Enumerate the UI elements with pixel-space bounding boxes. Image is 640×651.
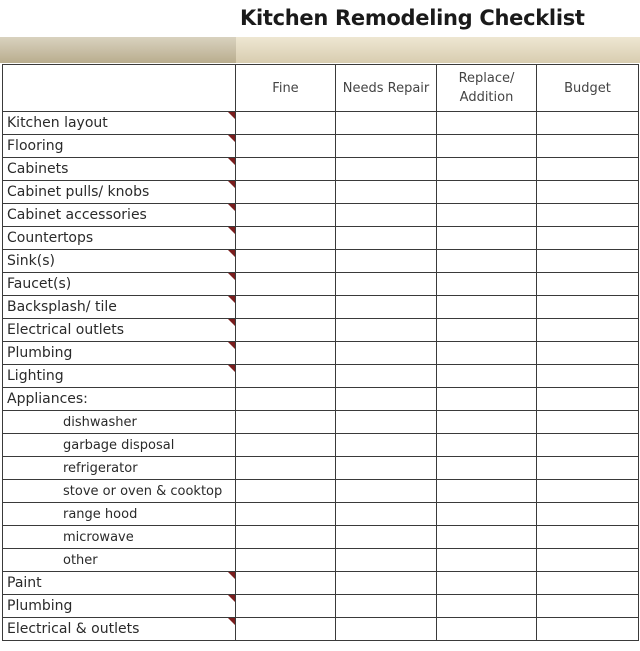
checklist-row [3,434,639,457]
item-text: Backsplash/ tile [7,299,117,315]
cell-needs-repair[interactable] [336,388,437,411]
cell-fine[interactable] [236,526,336,549]
item-text: Appliances: [7,391,88,407]
checklist-item-label [3,480,236,503]
cell-budget[interactable] [537,158,639,181]
cell-replace-addition[interactable] [437,595,537,618]
checklist-item-label [3,411,236,434]
cell-fine[interactable] [236,250,336,273]
cell-replace-addition[interactable] [437,388,537,411]
cell-replace-addition[interactable] [437,204,537,227]
item-text: garbage disposal [63,437,175,453]
item-text: Electrical outlets [7,322,125,338]
cell-fine[interactable] [236,135,336,158]
item-text: Paint [7,575,42,591]
cell-replace-addition[interactable] [437,457,537,480]
item-text: Plumbing [7,345,73,361]
checklist-item-label [3,296,236,319]
cell-needs-repair[interactable] [336,526,437,549]
checklist-table [2,64,639,641]
cell-needs-repair[interactable] [336,480,437,503]
cell-needs-repair[interactable] [336,135,437,158]
cell-budget[interactable] [537,112,639,135]
checklist-row [3,250,639,273]
checklist-row [3,204,639,227]
cell-fine[interactable] [236,342,336,365]
checklist-row [3,273,639,296]
cell-fine[interactable] [236,595,336,618]
checklist-item-label [3,319,236,342]
checklist-item-label [3,135,236,158]
cell-replace-addition[interactable] [437,250,537,273]
column-header-budget: Budget [537,65,639,112]
cell-budget[interactable] [537,480,639,503]
cell-needs-repair[interactable] [336,365,437,388]
item-text: Lighting [7,368,64,384]
checklist-item-label [3,273,236,296]
cell-budget[interactable] [537,411,639,434]
cell-needs-repair[interactable] [336,572,437,595]
comment-indicator-icon[interactable] [228,204,235,211]
cell-budget[interactable] [537,204,639,227]
checklist-row [3,572,639,595]
cell-fine[interactable] [236,388,336,411]
item-text: Cabinets [7,161,69,177]
item-text: Electrical & outlets [7,621,140,637]
checklist-row [3,181,639,204]
comment-indicator-icon[interactable] [228,572,235,579]
cell-needs-repair[interactable] [336,457,437,480]
comment-indicator-icon[interactable] [228,181,235,188]
item-text: Countertops [7,230,94,246]
cell-fine[interactable] [236,365,336,388]
checklist-row [3,549,639,572]
checklist-item-label [3,204,236,227]
cell-budget[interactable] [537,595,639,618]
comment-indicator-icon[interactable] [228,273,235,280]
cell-replace-addition[interactable] [437,503,537,526]
cell-budget[interactable] [537,342,639,365]
comment-indicator-icon[interactable] [228,135,235,142]
checklist-row [3,618,639,641]
item-text: refrigerator [63,460,138,476]
item-text: Cabinet accessories [7,207,147,223]
item-text: Flooring [7,138,64,154]
header-row [3,65,639,112]
cell-needs-repair[interactable] [336,181,437,204]
checklist-row [3,526,639,549]
cell-fine[interactable] [236,319,336,342]
checklist-item-label [3,181,236,204]
cell-needs-repair[interactable] [336,273,437,296]
cell-replace-addition[interactable] [437,135,537,158]
cell-replace-addition[interactable] [437,296,537,319]
checklist-item-label [3,227,236,250]
column-header-replace-addition: Replace/ Addition [437,65,537,112]
cell-budget[interactable] [537,273,639,296]
cell-needs-repair[interactable] [336,342,437,365]
cell-replace-addition[interactable] [437,572,537,595]
checklist-row [3,457,639,480]
cell-fine[interactable] [236,227,336,250]
cell-replace-addition[interactable] [437,181,537,204]
cell-fine[interactable] [236,411,336,434]
cell-replace-addition[interactable] [437,365,537,388]
cell-fine[interactable] [236,181,336,204]
cell-replace-addition[interactable] [437,549,537,572]
checklist-row [3,388,639,411]
cell-fine[interactable] [236,112,336,135]
comment-indicator-icon[interactable] [228,250,235,257]
checklist-row [3,227,639,250]
cell-needs-repair[interactable] [336,549,437,572]
comment-indicator-icon[interactable] [228,112,235,119]
checklist-item-label [3,365,236,388]
comment-indicator-icon[interactable] [228,296,235,303]
cell-fine[interactable] [236,618,336,641]
checklist-item-label [3,595,236,618]
comment-indicator-icon[interactable] [228,595,235,602]
checklist-item-label [3,112,236,135]
cell-needs-repair[interactable] [336,227,437,250]
checklist-item-label [3,526,236,549]
cell-needs-repair[interactable] [336,112,437,135]
comment-indicator-icon[interactable] [228,342,235,349]
cell-budget[interactable] [537,250,639,273]
item-text: Kitchen layout [7,115,108,131]
cell-budget[interactable] [537,388,639,411]
comment-indicator-icon[interactable] [228,365,235,372]
page-title: Kitchen Remodeling Checklist [240,6,585,30]
cell-replace-addition[interactable] [437,342,537,365]
cell-fine[interactable] [236,204,336,227]
checklist-item-label [3,250,236,273]
checklist-item-label [3,342,236,365]
cell-replace-addition[interactable] [437,273,537,296]
checklist-item-label [3,572,236,595]
cell-fine[interactable] [236,296,336,319]
checklist-row [3,480,639,503]
item-text: microwave [63,529,134,545]
cell-budget[interactable] [537,618,639,641]
comment-indicator-icon[interactable] [228,227,235,234]
cell-fine[interactable] [236,457,336,480]
item-text: stove or oven & cooktop [63,483,223,499]
cell-replace-addition[interactable] [437,319,537,342]
checklist-item-label [3,503,236,526]
cell-needs-repair[interactable] [336,503,437,526]
cell-needs-repair[interactable] [336,618,437,641]
item-text: Sink(s) [7,253,55,269]
cell-budget[interactable] [537,503,639,526]
cell-needs-repair[interactable] [336,411,437,434]
column-header-needs-repair: Needs Repair [336,65,437,112]
cell-budget[interactable] [537,457,639,480]
checklist-item-label [3,388,236,411]
cell-replace-addition[interactable] [437,227,537,250]
cell-needs-repair[interactable] [336,204,437,227]
checklist-row [3,112,639,135]
checklist-row [3,595,639,618]
cell-needs-repair[interactable] [336,434,437,457]
cell-budget[interactable] [537,549,639,572]
cell-replace-addition[interactable] [437,112,537,135]
item-text: Faucet(s) [7,276,72,292]
cell-fine[interactable] [236,549,336,572]
header-band-right [236,37,640,63]
checklist-row [3,296,639,319]
checklist-row [3,503,639,526]
cell-fine[interactable] [236,434,336,457]
checklist-item-label [3,618,236,641]
cell-needs-repair[interactable] [336,296,437,319]
item-text: range hood [63,506,138,522]
checklist-row [3,319,639,342]
checklist-row [3,158,639,181]
cell-budget[interactable] [537,227,639,250]
checklist-row [3,411,639,434]
cell-fine[interactable] [236,572,336,595]
checklist-row [3,365,639,388]
header-band-left [0,37,236,63]
cell-budget[interactable] [537,135,639,158]
cell-replace-addition[interactable] [437,158,537,181]
checklist-row [3,135,639,158]
cell-budget[interactable] [537,365,639,388]
checklist-item-label [3,457,236,480]
column-header-fine: Fine [236,65,336,112]
checklist-row [3,342,639,365]
checklist-item-label [3,434,236,457]
cell-replace-addition[interactable] [437,411,537,434]
item-text: dishwasher [63,414,137,430]
comment-indicator-icon[interactable] [228,319,235,326]
cell-budget[interactable] [537,296,639,319]
comment-indicator-icon[interactable] [228,158,235,165]
item-text: Plumbing [7,598,73,614]
cell-budget[interactable] [537,526,639,549]
cell-replace-addition[interactable] [437,480,537,503]
cell-budget[interactable] [537,319,639,342]
comment-indicator-icon[interactable] [228,618,235,625]
cell-budget[interactable] [537,181,639,204]
cell-budget[interactable] [537,434,639,457]
cell-needs-repair[interactable] [336,319,437,342]
cell-fine[interactable] [236,158,336,181]
cell-needs-repair[interactable] [336,250,437,273]
cell-fine[interactable] [236,480,336,503]
cell-budget[interactable] [537,572,639,595]
item-text: other [63,552,98,568]
cell-replace-addition[interactable] [437,526,537,549]
cell-fine[interactable] [236,273,336,296]
cell-needs-repair[interactable] [336,158,437,181]
checklist-item-label [3,158,236,181]
item-text: Cabinet pulls/ knobs [7,184,150,200]
checklist-item-label [3,549,236,572]
cell-fine[interactable] [236,503,336,526]
cell-replace-addition[interactable] [437,434,537,457]
cell-needs-repair[interactable] [336,595,437,618]
cell-replace-addition[interactable] [437,618,537,641]
item-column-header [3,65,236,112]
